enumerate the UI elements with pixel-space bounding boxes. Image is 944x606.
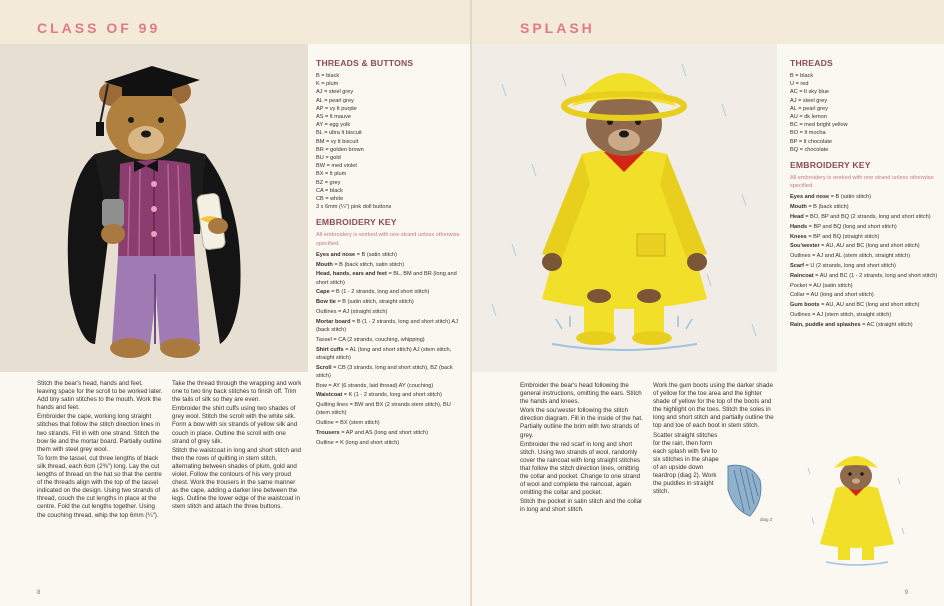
key-item: Outlines = AJ (stem stitch, straight stitch) <box>790 312 892 318</box>
thread-item: BR = golden brown <box>316 146 364 153</box>
key-item: Waistcoat = K (1 - 2 strands, long and short stitch) <box>316 392 442 399</box>
left-instructions-col1 <box>37 380 163 521</box>
key-item: Scarf = U (2 strands, long and short stitch) <box>790 263 896 270</box>
thread-item: 3 x 6mm (¼") pink doll buttons <box>316 204 392 211</box>
thread-item: AP = vy lt purple <box>316 105 357 112</box>
thread-item: AJ = steel grey <box>316 89 354 96</box>
key-item: Knees = BP and BQ (straight stitch) <box>790 233 880 240</box>
thread-item: CB = white <box>316 196 344 203</box>
right-materials-column <box>790 58 940 331</box>
key-item: Scroll = CB (3 strands, long and short stitch), BZ (back stitch) <box>316 364 453 379</box>
thread-item: BO = lt mocha <box>790 130 826 137</box>
diagram-label: diag 2 <box>760 517 773 522</box>
key-item: Quilting lines = BW and BX (2 strands stem stitch), BU (stem stitch) <box>316 402 451 417</box>
key-item: Collar = AU (long and short stitch) <box>790 292 874 299</box>
right-page <box>472 0 944 606</box>
splash-diagram <box>720 460 766 522</box>
paragraph: Scatter straight stitches for the rain, then form each splash with five to six stitches in the shape of an upside down teardrop (diag 2). Work the puddles in straight stitch. <box>653 431 719 496</box>
threads-buttons-heading: THREADS & BUTTONS <box>316 58 414 68</box>
thread-item: BU = gold <box>316 155 341 162</box>
key-item: Head = BO, BP and BQ (2 strands, long and short stitch) <box>790 214 931 221</box>
thread-item: CA = black <box>316 187 343 194</box>
thread-item: BW = med violet <box>316 163 357 170</box>
thread-item: AJ = steel grey <box>790 97 828 104</box>
key-item: Head, hands, ears and feet = BL, BM and BR (long and short stitch) <box>316 271 457 286</box>
paragraph: Work the sou'wester following the stitch direction diagram. Fill in the inside of the hat. Partially outline the brim with two strands of grey. <box>520 407 643 439</box>
paragraph: Embroider the cape, working long straight stitches that follow the stitch direction lines in two strands. Fill in with one strand. Stitch the bow tie and the mortar board. Partially outline them with steel grey wool. <box>37 413 162 453</box>
key-item: Tassel = CA (2 strands, couching, whipping) <box>316 336 425 343</box>
key-item: Outline = K (long and short stitch) <box>316 439 400 446</box>
key-item: Outlines = AJ (straight stitch) <box>316 309 388 316</box>
thread-item: AC = lt sky blue <box>790 89 830 96</box>
key-item: Outlines = AJ and AL (stem stitch, straight stitch) <box>790 253 910 260</box>
key-item: Rain, puddle and splashes = AC (straight stitch) <box>790 321 913 328</box>
thread-item: U = red <box>790 81 809 88</box>
left-page-number: 8 <box>37 590 41 596</box>
embroidery-key-heading: EMBROIDERY KEY <box>316 217 397 228</box>
paragraph: Stitch the waistcoat in long and short stitch and then the rows of quilting in stem stitch, alternating between shades of plum, gold and violet. Follow the contours of his very proud chest. Work the trousers in the same manner as the cape, adding a darker line between the legs. Outline the lower edge of the waistcoat in stem stitch and attach the three buttons. <box>172 446 301 511</box>
paragraph: Embroider the bear's head following the general instructions, omitting the ears. Stitch the hands and knees. <box>520 382 642 406</box>
left-page <box>0 0 470 606</box>
right-page-title: SPLASH <box>520 20 595 36</box>
thread-item: BX = lt plum <box>316 171 347 178</box>
raincoat-bear-thumbnail <box>798 448 916 568</box>
key-note: All embroidery is worked with one strand unless otherwise specified. <box>316 232 460 247</box>
key-item: Pocket = AU (satin stitch) <box>790 282 853 289</box>
thread-item: B = black <box>790 73 814 79</box>
key-item: Raincoat = AU and BC (1 - 2 strands, long and short stitch) <box>790 272 938 279</box>
raincoat-bear-embroidery-photo <box>472 44 777 372</box>
key-item: Gum boots = AU, AU and BC (long and short stitch) <box>790 302 920 309</box>
paragraph: Work the gum boots using the darker shade of yellow for the toe area and the lighter shade of yellow for the top of the boots and the highlight on the toes. Stitch the soles in long and short stitch and partially outline the top and toe of each boot in stem stitch. <box>653 382 774 430</box>
thread-item: B = black <box>316 73 340 79</box>
left-materials-column <box>316 58 466 449</box>
thread-item: AS = lt mauve <box>316 114 351 121</box>
right-instructions-col1 <box>520 382 646 516</box>
thread-item: BZ = grey <box>316 179 341 186</box>
thread-item: BP = lt chocolate <box>790 138 833 145</box>
key-item: Mouth = B (back stitch) <box>790 204 849 211</box>
paragraph: Embroider the red scarf in long and short stitch. Using two strands of wool, randomly cover the raincoat with long straight stitches that follow the stitch direction lines, omitting the collar and pocket. Change to one strand of wool and complete the raincoat, again omitting the collar and pocket. <box>520 440 641 497</box>
embroidery-key-heading: EMBROIDERY KEY <box>790 160 871 171</box>
thread-item: BL = ultra lt biscuit <box>316 130 362 137</box>
thread-item: AU = dk lemon <box>790 114 827 121</box>
key-item: Sou'wester = AU, AU and BC (long and short stitch) <box>790 243 920 250</box>
right-page-number: 9 <box>904 590 908 596</box>
thread-item: AL = pearl grey <box>790 105 828 112</box>
key-item: Eyes and nose = B (satin stitch) <box>316 251 397 258</box>
key-item: Eyes and nose = B (satin stitch) <box>790 194 871 201</box>
key-item: Hands = BP and BQ (long and short stitch) <box>790 223 897 230</box>
left-page-title: CLASS OF 99 <box>37 20 161 36</box>
thread-item: AL = pearl grey <box>316 97 354 104</box>
key-item: Shirt cuffs = AL (long and short stitch) AJ (stem stitch, straight stitch) <box>316 346 452 361</box>
paragraph: Stitch the pocket in satin stitch and the collar in long and short stitch. <box>520 498 643 514</box>
key-note: All embroidery is worked with one strand unless otherwise specified. <box>790 175 934 190</box>
key-item: Mouth = B (back stitch, satin stitch) <box>316 261 405 268</box>
thread-item: AY = egg yolk <box>316 122 351 129</box>
thread-item: K = plum <box>316 81 339 88</box>
key-item: Bow tie = B (satin stitch, straight stitch) <box>316 299 414 306</box>
key-item: Bow = AY (6 strands, laid thread) AY (couching) <box>316 382 434 389</box>
paragraph: Stitch the bear's head, hands and feet, leaving space for the scroll to be worked later. Add tiny satin stitches to the mouth. Work the hands and feet. <box>37 380 163 412</box>
paragraph: Take the thread through the wrapping and work one to two tiny back stitches to finish off. Trim the tails of silk so they are even. <box>172 380 302 404</box>
key-item: Outline = BX (stem stitch) <box>316 420 380 427</box>
thread-item: BM = vy lt biscuit <box>316 138 359 145</box>
key-item: Trousers = AP and AS (long and short stitch) <box>316 430 429 437</box>
paragraph: To form the tassel, cut three lengths of black silk thread, each 6cm (2⅜") long. Lay the cut lengths of thread on the hat so that the centre of the threads align with the top of the tassel indicated on the design. Using two strands of thread, couch the cut lengths in place at the centre. Fold the cut lengths together. Using the couching thread, whip the top 6mm (¼"). <box>37 454 162 519</box>
key-item: Mortar board = B (1 - 2 strands, long and short stitch) AJ (back stitch) <box>316 318 458 334</box>
graduate-bear-embroidery-photo <box>0 44 308 372</box>
left-instructions-col2 <box>172 380 302 513</box>
paragraph: Embroider the shirt cuffs using two shades of grey wool. Stitch the scroll with the white silk. Form a bow with six strands of yellow silk and couch in place. Outline the scroll with one strand of grey silk. <box>172 405 298 445</box>
key-item: Cape = B (1 - 2 strands, long and short stitch) <box>316 289 430 296</box>
thread-item: BQ = chocolate <box>790 146 829 153</box>
threads-heading: THREADS <box>790 58 833 68</box>
thread-item: BC = med bright yellow <box>790 122 848 129</box>
